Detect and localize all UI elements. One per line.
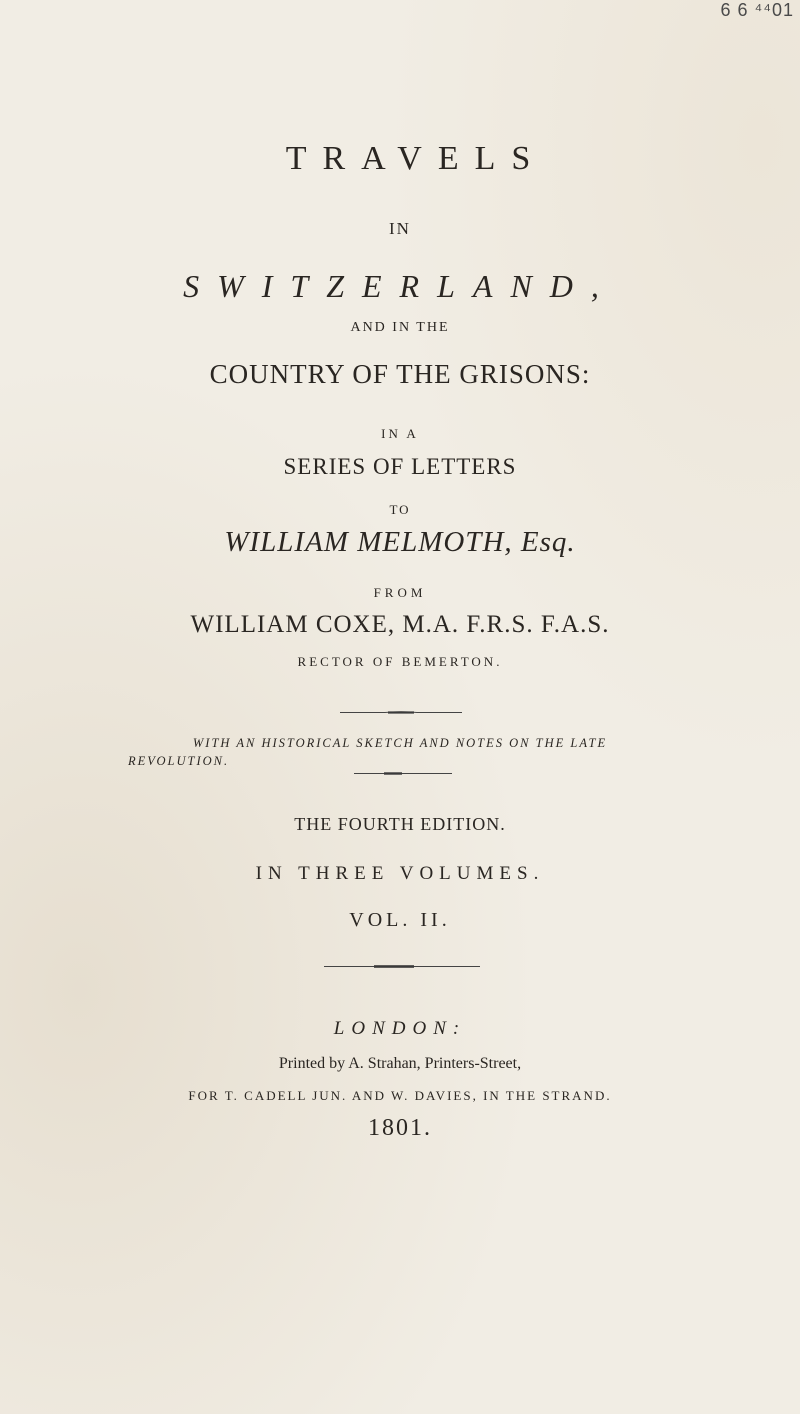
recipient-name: WILLIAM MELMOTH, Esq. [224,526,576,558]
library-shelf-mark: 6 6 ⁴⁴01 [720,0,794,20]
from-text: FROM [373,585,427,600]
country-switzerland: SWITZERLAND, [183,268,617,304]
author-name: WILLIAM COXE, M.A. F.R.S. F.A.S. [190,611,610,638]
in-word: IN [389,219,411,238]
volumes-text: IN THREE VOLUMES. [255,863,545,884]
printer-line: Printed by A. Strahan, Printers-Street, [278,1055,522,1072]
book-title: TRAVELS [285,140,547,177]
ornamental-rule [340,711,462,714]
country-grisons: COUNTRY OF THE GRISONS: [209,359,591,389]
ornamental-rule [324,965,480,968]
edition-text: THE FOURTH EDITION. [294,814,506,834]
revolution-line: REVOLUTION. [128,754,230,768]
ornamental-rule [354,772,452,775]
volume-number: VOL. II. [349,909,451,931]
series-of-letters: SERIES OF LETTERS [283,454,517,479]
and-in-the-text: AND IN THE [350,320,450,335]
publication-year: 1801. [368,1115,432,1141]
imprint-city: LONDON: [333,1018,467,1039]
to-text: TO [389,502,411,517]
publisher-line: FOR T. CADELL JUN. AND W. DAVIES, IN THE STRAND. [188,1088,612,1103]
historical-sketch-line: WITH AN HISTORICAL SKETCH AND NOTES ON THE LATE [192,736,608,750]
author-title: RECTOR OF BEMERTON. [297,654,503,669]
in-a-text: IN A [381,426,419,441]
